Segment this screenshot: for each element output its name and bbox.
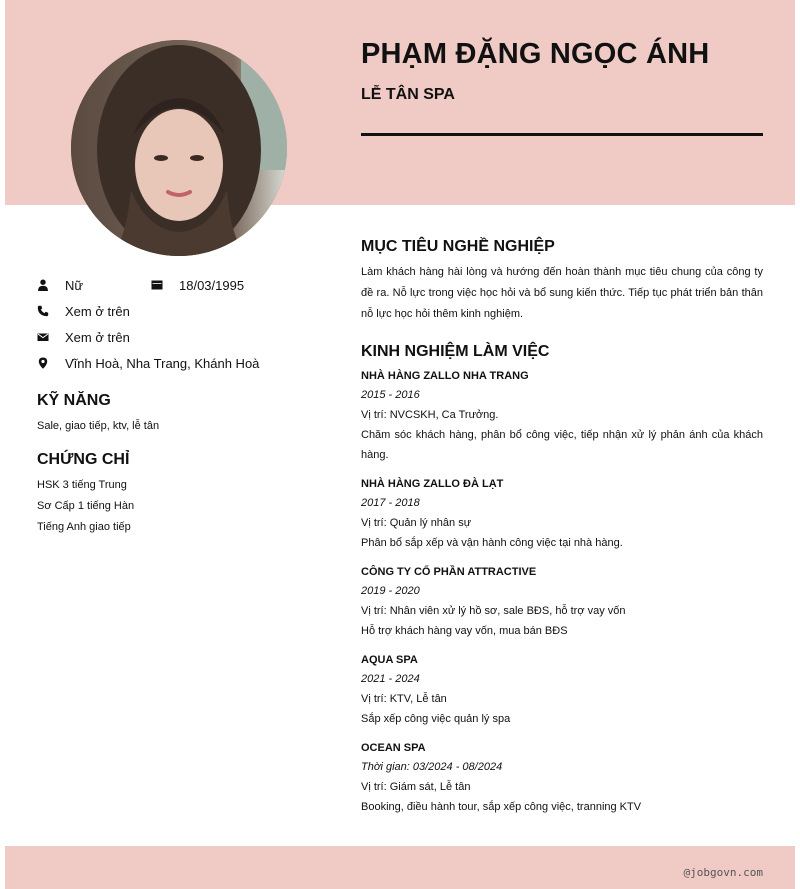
job-company: NHÀ HÀNG ZALLO ĐÀ LẠT (361, 478, 504, 490)
certificate-item: Sơ Cấp 1 tiếng Hàn (37, 500, 135, 512)
address-row (37, 350, 327, 376)
certificate-item: HSK 3 tiếng Trung (37, 479, 127, 491)
location-icon (37, 357, 49, 369)
gender-item (37, 278, 151, 293)
birthdate-item (151, 278, 244, 293)
calendar-icon (151, 279, 163, 291)
skills-heading: KỸ NĂNG (37, 392, 111, 409)
job-company: OCEAN SPA (361, 742, 426, 754)
job-company: NHÀ HÀNG ZALLO NHA TRANG (361, 370, 529, 382)
gender-text: Nữ (65, 277, 84, 293)
gender-birthdate-row (37, 272, 327, 298)
job-entry (361, 739, 763, 817)
job-period: 2015 - 2016 (361, 389, 420, 401)
job-period: 2019 - 2020 (361, 585, 420, 597)
phone-icon (37, 305, 49, 317)
experience-heading: KINH NGHIỆM LÀM VIỆC (361, 343, 550, 360)
certificates-heading: CHỨNG CHỈ (37, 451, 130, 468)
job-description: Hỗ trợ khách hàng vay vốn, mua bán BĐS (361, 625, 568, 637)
certificate-item: Tiếng Anh giao tiếp (37, 521, 131, 533)
objective-heading: MỤC TIÊU NGHỀ NGHIỆP (361, 238, 555, 255)
job-entry (361, 475, 763, 553)
job-description: Booking, điều hành tour, sắp xếp công việc, tranning KTV (361, 801, 642, 813)
job-period: Thời gian: 03/2024 - 08/2024 (361, 761, 503, 773)
job-position: Vị trí: Nhân viên xử lý hồ sơ, sale BĐS, hỗ trợ vay vốn (361, 605, 626, 617)
phone-row (37, 298, 327, 324)
candidate-name: PHẠM ĐẶNG NGỌC ÁNH (361, 38, 710, 70)
user-icon (37, 279, 49, 291)
job-description: Phân bổ sắp xếp và vận hành công việc tại nhà hàng. (361, 537, 623, 549)
mail-icon (37, 331, 49, 343)
job-description: Sắp xếp công việc quản lý spa (361, 713, 511, 725)
job-entry (361, 563, 763, 641)
job-entry (361, 651, 763, 729)
email-row (37, 324, 327, 350)
job-position: Vị trí: KTV, Lễ tân (361, 693, 447, 705)
skills-text: Sale, giao tiếp, ktv, lễ tân (37, 420, 160, 432)
job-position: Vị trí: NVCSKH, Ca Trưởng. (361, 409, 499, 421)
footer-credit: @jobgovn.com (683, 866, 763, 879)
footer-band (5, 846, 795, 889)
phone-text: Xem ở trên (65, 303, 130, 319)
address-text: Vĩnh Hoà, Nha Trang, Khánh Hoà (65, 355, 260, 371)
birthdate-text: 18/03/1995 (179, 277, 245, 293)
job-description: Chăm sóc khách hàng, phân bổ công việc, tiếp nhận xử lý phản ánh của khách hàng. (361, 429, 763, 461)
job-period: 2017 - 2018 (361, 497, 420, 509)
left-column (37, 272, 327, 538)
objective-text: Làm khách hàng hài lòng và hướng đến hoàn thành mục tiêu chung của công ty đề ra. Nỗ lực trong việc học hỏi và bổ sung kiến thức. Tiếp tục phát triển bản thân nỗ lực học hỏi thêm kinh nghiệm. (361, 266, 763, 320)
cv-page (5, 0, 795, 889)
job-entry (361, 367, 763, 465)
job-company: AQUA SPA (361, 654, 418, 666)
right-column (361, 238, 763, 827)
job-title: LỄ TÂN SPA (361, 86, 455, 103)
email-text: Xem ở trên (65, 329, 130, 345)
job-position: Vị trí: Giám sát, Lễ tân (361, 781, 471, 793)
job-period: 2021 - 2024 (361, 673, 420, 685)
job-company: CÔNG TY CỔ PHẦN ATTRACTIVE (361, 566, 537, 578)
job-position: Vị trí: Quản lý nhân sự (361, 517, 472, 529)
header-divider (361, 133, 763, 136)
profile-photo (71, 40, 287, 256)
